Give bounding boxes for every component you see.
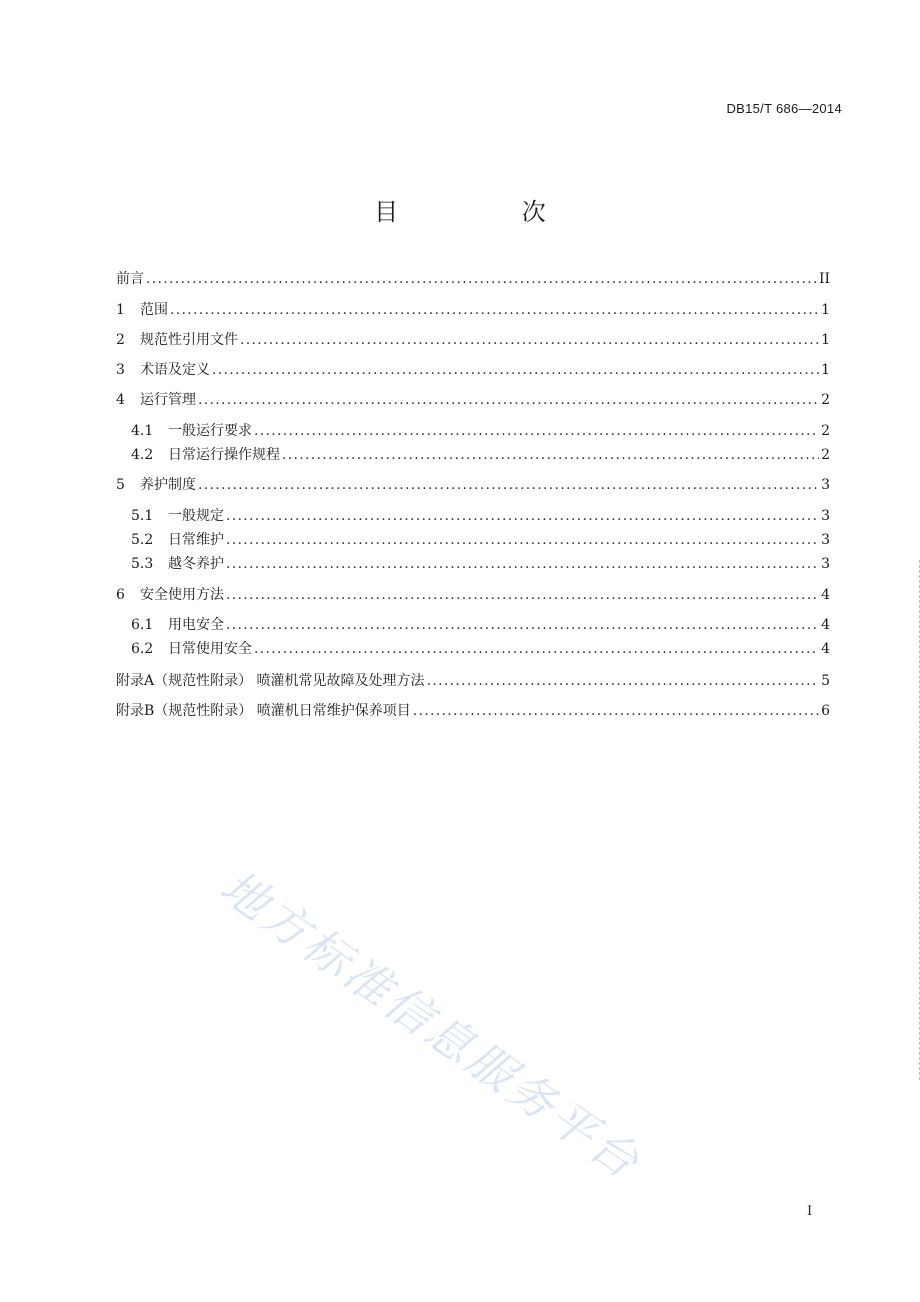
toc-number: 6.2 xyxy=(131,641,154,657)
toc-label: 安全使用方法 xyxy=(140,587,224,603)
scan-edge-mark xyxy=(915,560,920,1080)
toc-number: 4.2 xyxy=(131,447,154,463)
toc-label: 一般规定 xyxy=(168,508,224,524)
toc-leader xyxy=(226,553,819,575)
toc-entry-foreword[interactable] xyxy=(116,268,830,290)
toc-label: 附录B（规范性附录） 喷灌机日常维护保养项目 xyxy=(116,703,411,719)
toc-entry-6-2[interactable] xyxy=(131,638,830,660)
toc-leader xyxy=(226,529,819,551)
toc-number: 2 xyxy=(116,332,125,348)
toc-number: 4.1 xyxy=(131,423,154,439)
toc-label: 用电安全 xyxy=(168,617,224,633)
document-code: DB15/T 686—2014 xyxy=(726,101,842,116)
toc-leader xyxy=(413,700,819,722)
toc-entry-5-1[interactable] xyxy=(131,505,830,527)
toc-page: 1 xyxy=(821,332,830,348)
toc-label: 术语及定义 xyxy=(140,362,210,378)
toc-entry-6-1[interactable] xyxy=(131,614,830,636)
toc-label: 运行管理 xyxy=(140,392,196,408)
toc-leader xyxy=(198,474,819,496)
toc-leader xyxy=(198,389,819,411)
page-number: I xyxy=(807,1204,813,1219)
toc-number: 5.3 xyxy=(131,556,154,572)
toc-leader xyxy=(427,670,820,692)
toc-leader xyxy=(254,638,819,660)
toc-leader xyxy=(170,299,819,321)
toc-label: 范围 xyxy=(140,302,168,318)
toc-number: 3 xyxy=(116,362,125,378)
toc-leader xyxy=(254,420,819,442)
toc-label: 养护制度 xyxy=(140,477,196,493)
toc-label: 前言 xyxy=(116,271,144,287)
toc-entry-5[interactable] xyxy=(116,474,830,496)
toc-label: 日常运行操作规程 xyxy=(168,447,280,463)
toc-page: 1 xyxy=(821,362,830,378)
toc-label: 日常维护 xyxy=(168,532,224,548)
toc-leader xyxy=(146,268,817,290)
toc-leader xyxy=(212,359,819,381)
toc-page: 3 xyxy=(821,477,830,493)
toc-page: II xyxy=(818,271,830,287)
toc-page: 2 xyxy=(821,447,830,463)
toc-number: 5 xyxy=(116,477,125,493)
toc-leader xyxy=(226,505,819,527)
toc-number: 5.2 xyxy=(131,532,154,548)
toc-entry-appendix-b[interactable] xyxy=(116,700,830,722)
toc-page: 2 xyxy=(821,423,830,439)
page-title: 目 次 xyxy=(374,198,604,226)
toc-number: 6.1 xyxy=(131,617,154,633)
toc-entry-3[interactable] xyxy=(116,359,830,381)
toc-entry-2[interactable] xyxy=(116,329,830,351)
toc-entry-4[interactable] xyxy=(116,389,830,411)
toc-entry-4-1[interactable] xyxy=(131,420,830,442)
toc-label: 附录A（规范性附录） 喷灌机常见故障及处理方法 xyxy=(116,673,425,689)
toc-leader xyxy=(282,444,819,466)
toc-number: 1 xyxy=(116,302,125,318)
toc-entry-1[interactable] xyxy=(116,299,830,321)
toc-page: 3 xyxy=(821,556,830,572)
toc-label: 规范性引用文件 xyxy=(140,332,238,348)
toc-page: 3 xyxy=(821,532,830,548)
toc-page: 2 xyxy=(821,392,830,408)
toc-page: 4 xyxy=(821,617,830,633)
toc-page: 4 xyxy=(821,587,830,603)
toc-leader xyxy=(240,329,819,351)
toc-number: 6 xyxy=(116,587,125,603)
toc-entry-6[interactable] xyxy=(116,584,830,606)
toc-page: 3 xyxy=(821,508,830,524)
toc-leader xyxy=(226,614,819,636)
toc-page: 5 xyxy=(821,673,830,689)
toc-page: 4 xyxy=(821,641,830,657)
toc-page: 6 xyxy=(821,703,830,719)
toc-leader xyxy=(226,584,819,606)
toc-entry-5-2[interactable] xyxy=(131,529,830,551)
toc-entry-5-3[interactable] xyxy=(131,553,830,575)
toc-entry-4-2[interactable] xyxy=(131,444,830,466)
toc-number: 4 xyxy=(116,392,125,408)
toc-label: 日常使用安全 xyxy=(168,641,252,657)
toc-number: 5.1 xyxy=(131,508,154,524)
toc-page: 1 xyxy=(821,302,830,318)
toc-label: 一般运行要求 xyxy=(168,423,252,439)
watermark: 地方标准信息服务平台 xyxy=(210,859,652,1191)
toc-label: 越冬养护 xyxy=(168,556,224,572)
toc-entry-appendix-a[interactable] xyxy=(116,670,830,692)
